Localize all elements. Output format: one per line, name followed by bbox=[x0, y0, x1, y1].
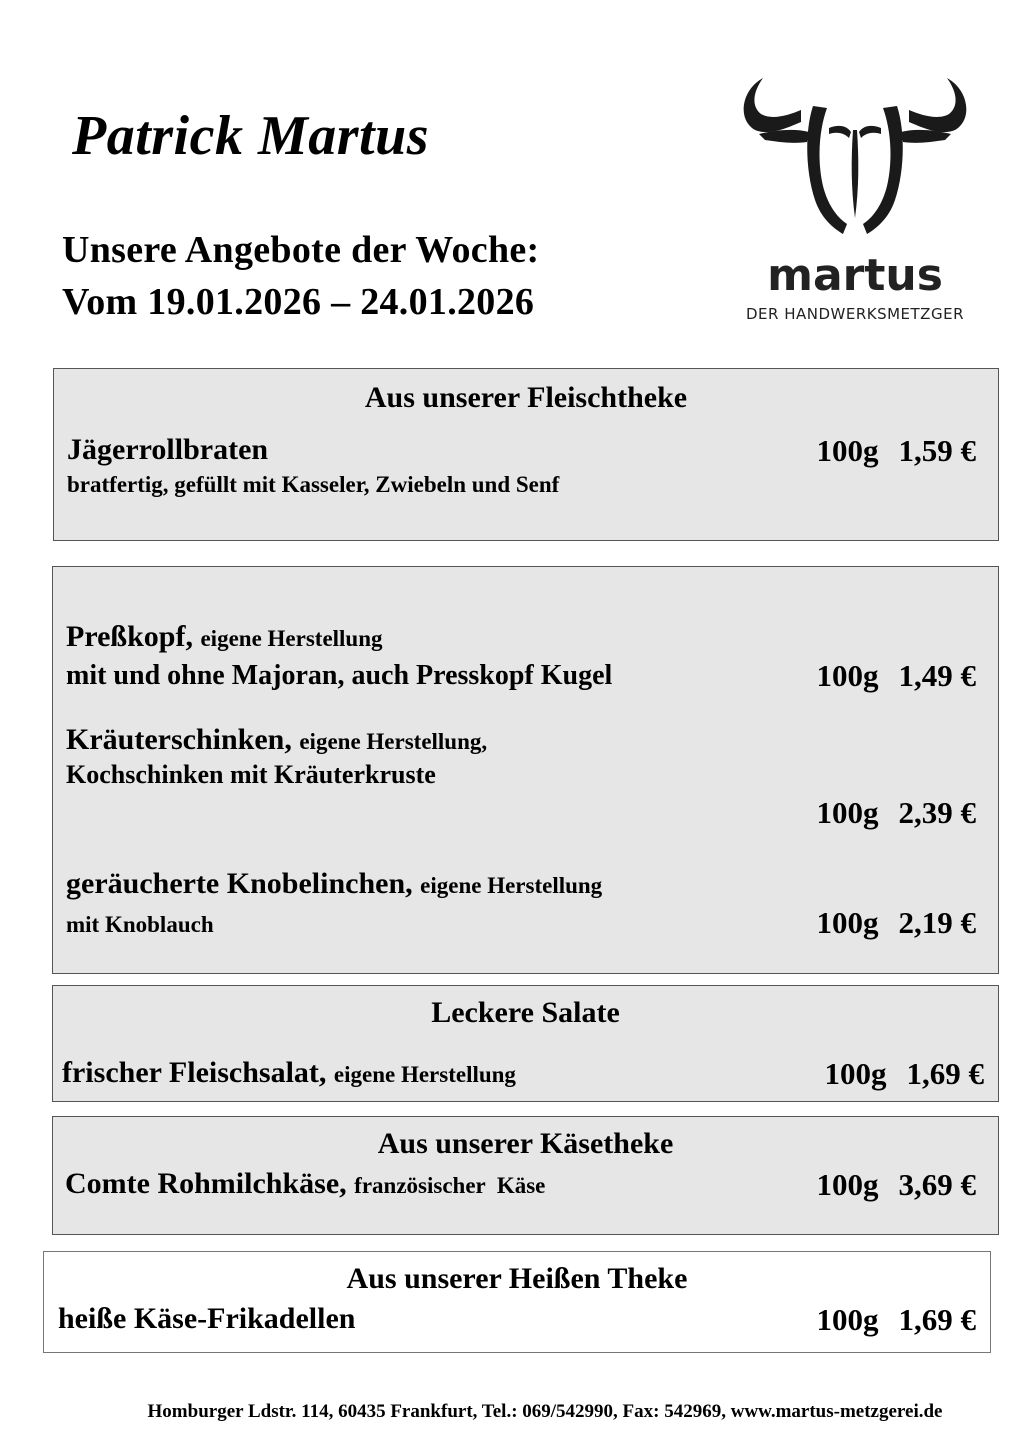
price-value: 2,19 € bbox=[898, 905, 976, 940]
price-value: 3,69 € bbox=[898, 1167, 976, 1202]
item-description: Kochschinken mit Kräuterkruste bbox=[66, 760, 436, 789]
price-value: 1,49 € bbox=[898, 658, 976, 693]
offer-box-fleischtheke bbox=[53, 368, 999, 541]
item-name: frischer Fleischsalat, bbox=[62, 1056, 327, 1089]
headline-line-1: Unsere Angebote der Woche: bbox=[62, 229, 540, 271]
price-value: 1,59 € bbox=[898, 433, 976, 468]
item-name: Kräuterschinken, bbox=[66, 723, 292, 756]
item-price bbox=[817, 1167, 977, 1203]
section-title: Aus unserer Fleischtheke bbox=[364, 381, 688, 414]
item-note: eigene Herstellung bbox=[333, 1062, 516, 1087]
section-title: Leckere Salate bbox=[431, 996, 620, 1029]
headline-line-2: Vom 19.01.2026 – 24.01.2026 bbox=[62, 281, 535, 323]
price-unit: 100g bbox=[816, 795, 879, 830]
logo-wordmark: martus bbox=[767, 250, 943, 301]
item-note: eigene Herstellung bbox=[200, 626, 383, 651]
item-name: heiße Käse-Frikadellen bbox=[58, 1302, 356, 1335]
price-value: 1,69 € bbox=[898, 1302, 976, 1337]
item-name: Comte Rohmilchkäse, bbox=[65, 1167, 347, 1200]
item-description: mit und ohne Majoran, auch Presskopf Kugel bbox=[66, 660, 613, 691]
section-title: Aus unserer Käsetheke bbox=[377, 1127, 674, 1160]
price-value: 2,39 € bbox=[898, 795, 976, 830]
item-note: französischer Käse bbox=[354, 1173, 546, 1198]
item-price bbox=[825, 1056, 985, 1092]
item-name: Preßkopf, bbox=[66, 620, 193, 653]
price-unit: 100g bbox=[816, 1302, 879, 1337]
price-unit: 100g bbox=[816, 1167, 879, 1202]
logo-tagline: DER HANDWERKSMETZGER bbox=[745, 305, 964, 323]
offer-box-kaesetheke bbox=[52, 1116, 999, 1235]
offer-box-salate bbox=[52, 985, 999, 1102]
item-name: geräucherte Knobelinchen, bbox=[66, 867, 413, 900]
price-unit: 100g bbox=[824, 1056, 887, 1091]
owner-name: Patrick Martus bbox=[72, 105, 430, 167]
offer-box-wurst bbox=[52, 566, 999, 974]
item-note: eigene Herstellung bbox=[420, 873, 603, 898]
price-unit: 100g bbox=[816, 433, 879, 468]
price-value: 1,69 € bbox=[906, 1056, 984, 1091]
item-description: mit Knoblauch bbox=[66, 912, 214, 937]
item-description: bratfertig, gefüllt mit Kasseler, Zwiebeln und Senf bbox=[67, 472, 560, 497]
item-price bbox=[817, 905, 977, 941]
item-price bbox=[817, 795, 977, 831]
item-price bbox=[817, 658, 977, 694]
price-unit: 100g bbox=[816, 658, 879, 693]
item-name: Jägerrollbraten bbox=[67, 433, 269, 466]
item-price bbox=[817, 433, 977, 469]
price-unit: 100g bbox=[816, 905, 879, 940]
section-title: Aus unserer Heißen Theke bbox=[346, 1262, 688, 1295]
offer-box-heisse-theke bbox=[43, 1251, 991, 1353]
item-note: eigene Herstellung, bbox=[299, 729, 488, 754]
footer-contact: Homburger Ldstr. 114, 60435 Frankfurt, Tel.: 069/542990, Fax: 542969, www.martus-metzgerei.de bbox=[147, 1401, 943, 1422]
item-price bbox=[817, 1302, 977, 1338]
